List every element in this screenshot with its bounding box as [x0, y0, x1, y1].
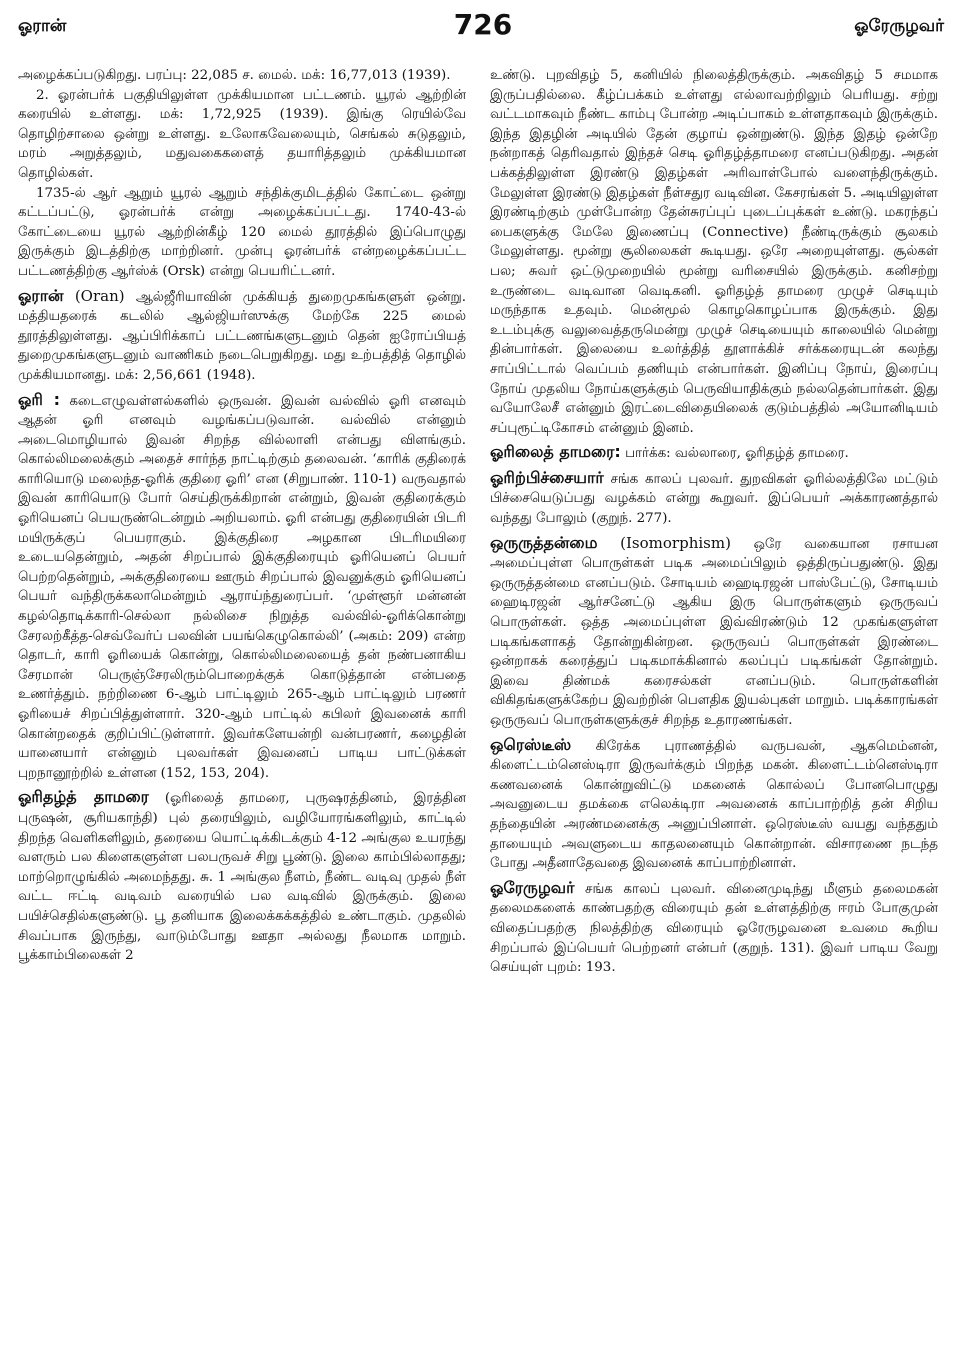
- entry-latin: (Isomorphism): [620, 533, 731, 552]
- entry-ori: [18, 390, 466, 784]
- entry-body: சங்க காலப் புலவர். துறவிகள் ஓரில்லத்திலே மட்டும் பிச்சையெடுப்பது வழக்கம் என்று கூறுவர். இப்பெயர் அக்காரணத்தால் வந்தது போலும் (குறுந். 277).: [490, 471, 938, 527]
- entry-oritazh-thamarai: [18, 787, 466, 965]
- entry-term: ஒரெஸ்டீஸ்: [490, 734, 572, 754]
- page-number: 726: [453, 8, 513, 41]
- entry-body: ஆல்ஜீரியாவின் முக்கியத் துறைமுகங்களுள் ஒன்று. மத்தியதரைக் கடலில் ஆல்ஜியர்ஸுக்கு மேற்கே 225 மைல் தூரத்திலுள்ளது. ஆப்பிரிக்காப் பட்டணங்களுடனும் தென் ஐரோப்பியத் துறைமுகங்களுடனும் வாணிகம் நடைபெறுகிறது. மது உற்பத்தித் தொழில் முக்கியமானது. மக்: 2,56,661 (1948).: [18, 289, 466, 383]
- entry-term: ஒருருத்தன்மை: [490, 532, 598, 552]
- entry-body: கிரேக்க புராணத்தில் வருபவன், ஆகமெம்னன், கிளைட்டம்னெஸ்டிரா இருவர்க்கும் பிறந்த மகன். கிளைட்டம்னெஸ்டிரா கணவனைக் கொன்றுவிட்டு மகனைக் கொல்லப் போனபொழுது அவனுடைய தமக்கை எலெக்டிரா அவனைக் காப்பாற்றித் தன் சிறிய தந்தையின் அரண்மனைக்கு அனுப்பினாள். ஒரெஸ்டீஸ் வயது வந்ததும் தாயையும் அவளுடைய காதலனையும் கொன்றான். விசாரணை நடந்த போது அதீனாதேவதை இவனைக் காப்பாற்றினாள்.: [490, 738, 938, 872]
- entry-body: (ஓரிலைத் தாமரை, புருஷரத்தினம், இரத்தின புருஷன், சூரியகாந்தி) புல் தரையிலும், வழியோரங்களிலும், காட்டில் திறந்த வெளிகளிலும், தரையை யொட்டிக்கிடக்கும் 4-12 அங்குல உயரந்து வளரும் பல கிளைகளுள்ள பலபருவச் சிறு பூண்டு. இலை காம்பில்லாதது; மாற்றொழுங்கில் அமைந்தது. சு. 1 அங்குல நீளம், நீண்ட வடிவு முதல் நீள் வட்ட ஈட்டி வடிவம் வரையில் பல வடிவில் இருக்கும். இலை பயிச்செதில்களுண்டு. பூ தனியாக இலைக்கக்கத்தில் உண்டாகும். முதலில் சிவப்பாக இருந்து, வாடும்போது ஊதா அல்லது நீலமாக மாறும். பூக்காம்பிலைகள் 2: [18, 791, 466, 964]
- entry-term: ஓரி :: [18, 389, 60, 409]
- entry-body: ஒரே வகையான ரசாயன அமைப்புள்ள பொருள்கள் படிக அமைப்பிலும் ஒத்திருப்பதுண்டு. இது ஒருருத்தன்மை எனப்படும். சோடியம் ஹைடிரஜன் பாஸ்பேட்டு, சோடியம் ஹைடிரஜன் ஆர்சனேட்டு ஆகிய இரு பொருள்களும் ஒருருவப் பொருள்கள். ஒத்த அமைப்புள்ள இவ்விரண்டும் 12 முகங்களுள்ள படிகங்களாகத் தோன்றுகின்றன. ஒருருவப் பொருள்கள் இரண்டை ஒன்றாகக் கரைத்துப் படிகமாக்கினால் கலப்புப் படிகங்கள் தோன்றும். இவை திண்மக் கரைசல்கள் எனப்படும். பொருள்களின் விகிதங்களுக்கேற்ப இவற்றின் பௌதிக இயல்புகள் மாறும். படிக்காரங்கள் ஒருருவப் பொருள்களுக்குச் சிறந்த உதாரணங்கள்.: [490, 536, 938, 728]
- entry-term: ஓரிற்பிச்சையார்: [490, 467, 604, 487]
- entry-term: ஓரேருழவர்: [490, 877, 575, 897]
- paragraph: 1735-ல் ஆர் ஆறும் யூரல் ஆறும் சந்திக்குமிடத்தில் கோட்டை ஒன்று கட்டப்பட்டு, ஓரன்பர்க் என்று அழைக்கப்பட்டது. 1740-43-ல் கோட்டையை யூரல் ஆற்றின்கீழ் 120 மைல் தூரத்தில் இப்பொழுது இருக்கும் இடத்திற்கு மாற்றினர். முன்பு ஓரன்பர்க் என்றழைக்கப்பட்ட பட்டணத்திற்கு ஆர்ஸ்க் (Orsk) என்று பெயரிட்டனர்.: [18, 185, 466, 279]
- entry-term: ஓரிலைத் தாமரை:: [490, 442, 621, 462]
- entry-body: சங்க காலப் புலவர். வினைமுடிந்து மீளும் தலைமகன் தலைமகளைக் காண்பதற்கு விரையும் தன் உள்ளத்திற்கு ஈரம் போகுமுன் விதைப்பதற்கு நிலத்திற்கு விரையும் ஓரேருழவனை உவமை கூறிய சிறப்பால் இப்பெயர் பெற்றனர் என்பர் (குறுந். 131). இவர் பாடிய வேறு செய்யுள் புறம்: 193.: [490, 881, 938, 976]
- entry-oripichaiyar: [490, 468, 938, 529]
- entry-orilai-thamarai: [490, 442, 938, 464]
- running-head-left: ஓரான்: [18, 16, 67, 36]
- left-column: [18, 66, 466, 1354]
- entry-isomorphism: [490, 533, 938, 731]
- entry-oran: [18, 286, 466, 386]
- entry-latin: (Oran): [74, 286, 125, 305]
- entry-body: பார்க்க: வல்லாரை, ஓரிதழ்த் தாமரை.: [625, 446, 849, 462]
- right-column: [490, 66, 938, 1354]
- entry-body: கடைஎழுவள்ளல்களில் ஒருவன். இவன் வல்வில் ஓரி எனவும் ஆதன் ஓரி எனவும் வழங்கப்படுவான். வல்வில் என்னும் அடைமொழியால் இவன் சிறந்த வில்லாளி என்பது விளங்கும். கொல்லிமலைக்கும் அதைச் சார்ந்த நாட்டிற்கும் தலைவன். ‘காரிக் குதிரைக் காரியொடு மலைந்த-ஓரிக் குதிரை ஓரி’ என (சிறுபாண். 110-1) வருவதால் இவன் காரியொடு போர் செய்திருக்கிறான் என்றும், இவன் குதிரைக்கும் ஓரியெனப் பெயருண்டென்றும் அறியலாம். ஓரி என்பது குதிரையின் பிடரி மயிருக்குப் பெயராகும். இக்குதிரை அழகான பிடரிமயிரை உடையதென்றும், அதன் சிறப்பால் இக்குதிரையும் ஓரியெனப் பெயர் பெற்றதென்றும், அக்குதிரையை ஊரும் சிறப்பால் இவனுக்கும் ஓரியெனப் பெயர் வந்திருக்கலாமென்றும் ஆராய்ந்துரைப்பர். ‘முள்ளூர் மன்னன் கழல்தொடிக்காரி-செல்லா நல்லிசை நிறுத்த வல்வில்-ஓரிக்கொன்று சேரலற்கீத்த-செவ்வேர்ப் பலவின் பயங்கெழுகொல்லி’ (அகம்: 209) என்ற தொடர், காரி ஓரியைக் கொன்று, கொல்லிமலையைத் தன் நண்பனாகிய சேரமான் பெருஞ்சேரலிரும்பொறைக்குக் கொடுத்தான் என்பதை உணர்த்தும். நற்றிணை 6-ஆம் பாட்டிலும் 265-ஆம் பாட்டிலும் பரணர் ஓரியைச் சிறப்பித்துள்ளார். 320-ஆம் பாட்டில் கபிலர் இவனைக் காரி கொன்றதைக் குறிப்பிட்டுள்ளார். இவர்களேயன்றி வன்பரணர், கழைதின் யானையார் என்னும் புலவர்கள் இவனைப் பாடிய பாட்டுக்கள் புறநானூற்றில் உள்ளன (152, 153, 204).: [18, 393, 466, 781]
- entry-term: ஓரான்: [18, 285, 64, 305]
- paragraph: 2. ஓரன்பர்க் பகுதியிலுள்ள முக்கியமான பட்டணம். யூரல் ஆற்றின் கரையில் உள்ளது. மக்: 1,72,925 (1939). இங்கு ரெயில்வே தொழிற்சாலை ஒன்று உள்ளது. உலோகவேலையும், செங்கல் சுடுதலும், மரம் அறுத்தலும், மதுவகைகளைத் தயாரித்தலும் முக்கியமான தொழில்கள்.: [18, 87, 466, 181]
- continued-paragraph: உண்டு. புறவிதழ் 5, கனியில் நிலைத்திருக்கும். அகவிதழ் 5 சமமாக இருப்பதில்லை. கீழ்ப்பக்கம் உள்ளது எல்லாவற்றிலும் பெரியது. சற்று வட்டமாகவும் நீண்ட காம்பு போன்ற அடிப்பாகம் உள்ளதாகவும் இருக்கும். இந்த இதழின் அடியில் தேன் குழாய் ஒன்றுண்டு. இந்த இதழ் ஒன்றே நன்றாகத் தெரிவதால் இந்தச் செடி ஓரிதழ்த்தாமரை எனப்படுகிறது. அதன் பக்கத்திலுள்ள இரண்டு இதழ்கள் அரிவாள்போல் வளைந்திருக்கும். மேலுள்ள இரண்டு இதழ்கள் நீள்சதுர வடிவின. கேசரங்கள் 5. அடியிலுள்ள இரண்டிற்கும் முள்போன்ற தேன்சுரப்புப் புடைப்புக்கள் உண்டு. மகரந்தப் பைகளுக்கு மேலே இணைப்பு (Connective) நீண்டிருக்கும் சூலகம் மேலுள்ளது. மூன்று சூலிலைகள் கூடியது. ஒரே அறையுள்ளது. சூல்கள் பல; சுவர் ஒட்டுமுறையில் மூன்று வரிசையில் இருக்கும். கனிசற்று உருண்டை வடிவான வெடிகனி. ஓரிதழ்த் தாமரை முழுச் செடியும் மருந்தாக உதவும். மென்மூல் கொழகொழப்பாக இருக்கும். இது உடம்புக்கு வலுவைத்தருமென்று முழுச் செடியையும் காலையில் மென்று தின்பார்கள். இலையை உலர்த்தித் தூளாக்கிச் சர்க்கரையுடன் கலந்து சாப்பிட்டால் வெப்பம் தணியும் என்பார்கள். இனிப்பு நோய், இரைப்பு நோய் முதலிய நோய்களுக்கும் பெருவியாதிக்கும் நல்லதென்பார்கள். இது வயோலேசீ என்னும் இரட்டைவிதையிலைக் குடும்பத்தில் அயோனிடியம் சப்புரூட்டிகோசம் என்னும் இனம்.: [490, 68, 938, 436]
- entry-oreruzhavar: [490, 878, 938, 978]
- entry-term: ஓரிதழ்த் தாமரை: [18, 787, 149, 807]
- continued-paragraph: அழைக்கப்படுகிறது. பரப்பு: 22,085 ச. மைல். மக்: 16,77,013 (1939).: [18, 68, 451, 83]
- running-head-right: ஓரேருழவர்: [854, 16, 944, 36]
- entry-orestes: [490, 735, 938, 874]
